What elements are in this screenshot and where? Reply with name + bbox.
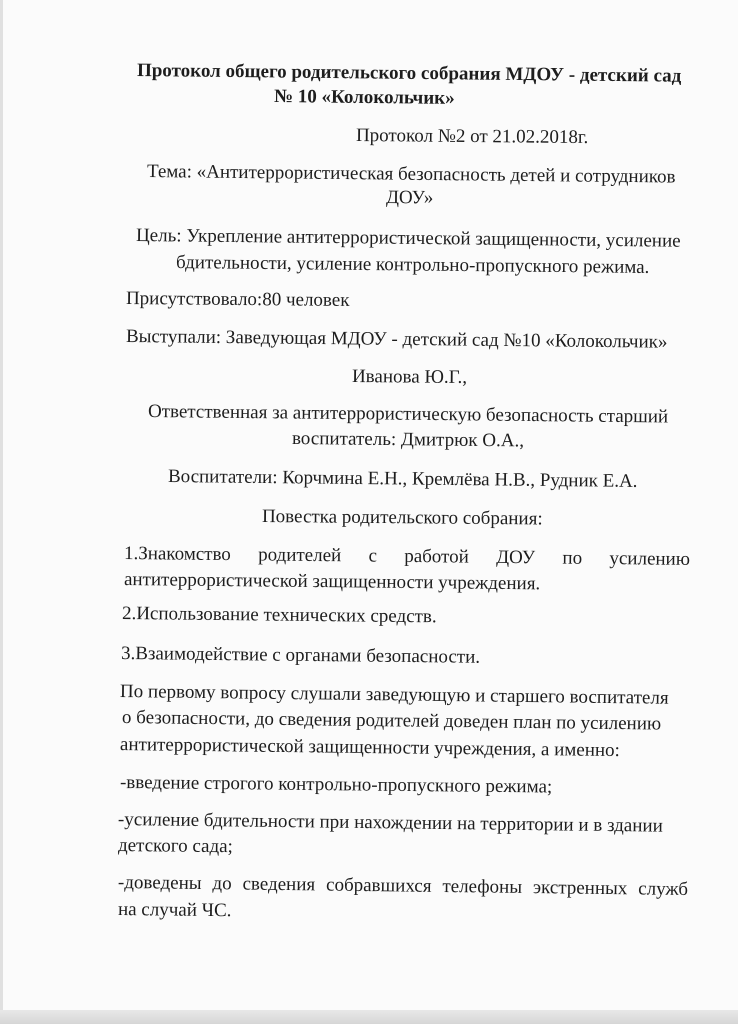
list-item-2-line-2: детского сада; [117,835,233,858]
speakers-line-2: Иванова Ю.Г., [351,366,468,389]
agenda-item-1-line-1: 1.Знакомство родителей с работой ДОУ по усилению [123,543,691,570]
agenda-item-3: 3.Взаимодействие с органами безопасности. [120,643,481,668]
paragraph-line-2: о безопасности, до сведения родителей доведен план по усилению [121,707,662,735]
goal-line-1: Цель: Укрепление антитеррористической защищенности, усиление [135,225,681,252]
agenda-item-2: 2.Использование технических средств. [121,603,437,628]
agenda-item-1-line-2: антитеррористической защищенности учреждения. [123,569,541,595]
scan-bottom-edge [0,1010,738,1024]
topic-line-1: Тема: «Антитеррористическая безопасность детей и сотрудников [146,161,676,188]
scan-left-edge [0,0,3,1024]
list-item-1: -введение строгого контрольно-пропускного режима; [119,772,553,798]
paragraph-line-3: антитеррористической защищенности учреждения, а именно: [119,734,621,762]
list-item-3-line-1: -доведены до сведения собравшихся телефоны экстренных служб [117,872,689,900]
responsible-line-1: Ответственная за антитеррористическую безопасность старший [147,401,669,428]
protocol-number: Протокол №2 от 21.02.2018г. [355,125,589,149]
goal-line-2: бдительности, усиление контрольно-пропускного режима. [175,252,650,278]
teachers-line: Воспитатели: Корчмина Е.Н., Кремлёва Н.В., Рудник Е.А. [167,466,638,492]
title-line-2: № 10 «Колокольчик» [273,86,455,109]
paragraph-line-1: По первому вопросу слушали заведующую и старшего воспитателя [119,681,669,709]
title-line-1: Протокол общего родительского собрания МДОУ - детский сад [136,60,682,87]
present-count: Присутствовало:80 человек [125,288,350,311]
agenda-heading: Повестка родительского собрания: [261,506,543,530]
topic-line-2: ДОУ» [385,187,434,209]
list-item-2-line-1: -усиление бдительности при нахождении на территории и в здании [117,809,663,837]
list-item-3-line-2: на случай ЧС. [117,899,232,922]
speakers-line-1: Выступали: Заведующая МДОУ - детский сад №10 «Колокольчик» [125,326,668,353]
responsible-line-2: воспитатель: Дмитрюк О.А., [291,428,525,452]
